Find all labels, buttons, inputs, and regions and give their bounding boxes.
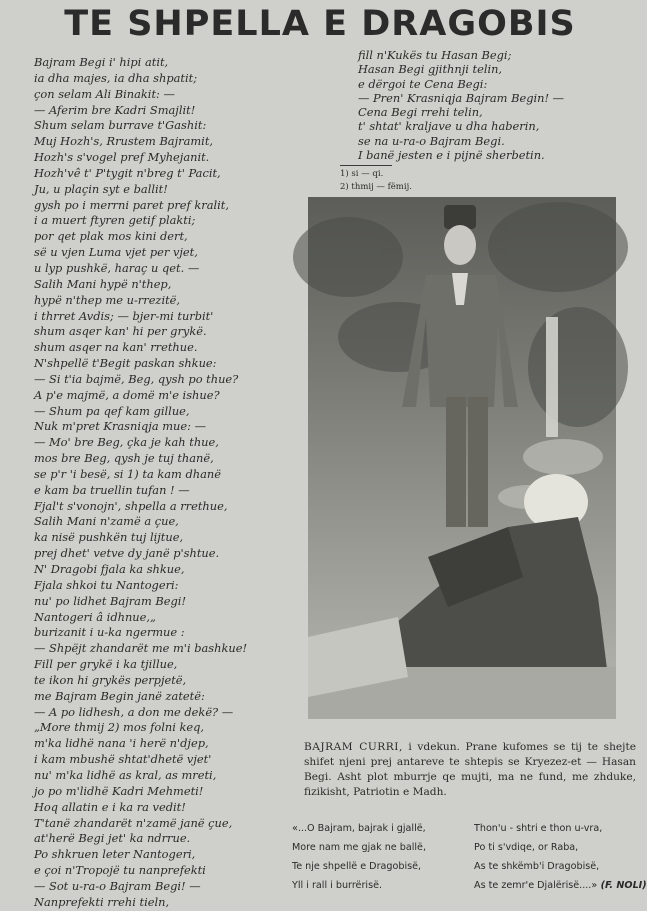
verse-line: m'ka lidhë nana 'i herë n'djep, bbox=[34, 736, 209, 751]
verse-line: gysh po i merrni paret pref kralit, bbox=[34, 197, 229, 212]
verse-line: Salih Mani n'zamë a çue, bbox=[34, 514, 179, 529]
verse-line: ia dha majes, ia dha shpatit; bbox=[34, 70, 198, 85]
verse-line: — Pren' Krasniqja Bajram Begin! — bbox=[358, 90, 565, 105]
verse-line: Po shkruen leter Nantogeri, bbox=[34, 847, 196, 862]
verse-line: Fjal't s'vonojn', shpella a rrethue, bbox=[34, 498, 228, 513]
verse-line: i a muert ftyren getif plakti; bbox=[34, 213, 196, 228]
verse-line: Hoq allatin e i ka ra vedit! bbox=[34, 799, 186, 814]
poem-left-column bbox=[34, 55, 304, 909]
verse-line: I banë jesten e i pijnë sherbetin. bbox=[358, 148, 545, 163]
verse-line: shum asqer kan' hi per grykë. bbox=[34, 324, 207, 339]
poem-line-right: As te zemr'e Djalërisë....» (F. NOLI) bbox=[474, 880, 647, 891]
poem-line-right: Po ti s'vdiqe, or Raba, bbox=[474, 842, 579, 853]
verse-line: i kam mbushë shtat'dhetë vjet' bbox=[34, 752, 212, 767]
verse-line: ka nisë pushkën tuj lijtue, bbox=[34, 530, 184, 545]
poem-author: (F. NOLI) bbox=[597, 880, 647, 891]
verse-line: — Aferim bre Kadri Smajlit! bbox=[34, 102, 196, 117]
verse-line: i thrret Avdis; — bjer-mi turbit' bbox=[34, 308, 214, 323]
verse-line: N'shpellë t'Begit paskan shkue: bbox=[34, 356, 217, 371]
noli-poem bbox=[292, 822, 647, 902]
verse-line: Fjala shkoi tu Nantogeri: bbox=[34, 577, 179, 592]
verse-line: burizanit i u-ka ngermue : bbox=[34, 625, 185, 640]
verse-line: u lyp pushkë, haraç u qet. — bbox=[34, 260, 200, 275]
verse-line: — A po lidhesh, a don me dekë? — bbox=[34, 704, 234, 719]
verse-line: Salih Mani hypë n'thep, bbox=[34, 276, 172, 291]
verse-line: e dërgoi te Cena Begi: bbox=[358, 76, 488, 91]
verse-line: — Si t'ia bajmë, Beg, qysh po thue? bbox=[34, 371, 239, 386]
poem-line-right: As te shkëmb'i Dragobisë, bbox=[474, 861, 600, 872]
verse-line: prej dhet' vetve dy janë p'shtue. bbox=[34, 546, 220, 561]
verse-line: 2) thmij — fëmij. bbox=[340, 182, 412, 192]
verse-line: Fill per grykë i ka tjillue, bbox=[34, 657, 178, 672]
poem-line-left: «...O Bajram, bajrak i gjallë, bbox=[292, 823, 426, 834]
verse-line: Shum selam burrave t'Gashit: bbox=[34, 118, 207, 133]
verse-line: A p'e majmë, a domë m'e ishue? bbox=[34, 387, 220, 402]
verse-line: fill n'Kukës tu Hasan Begi; bbox=[358, 48, 512, 62]
verse-line: — Sot u-ra-o Bajram Begi! — bbox=[34, 878, 201, 893]
photograph bbox=[308, 197, 616, 719]
photo-bajram-curri-and-hasan-begi bbox=[308, 197, 616, 719]
caption-text: i vdekun. Prane kufomes se tij te shejte shifet njeni prej antareve te shtepis se Kryezez-et — Hasan Begi. Asht plot mburrje qe mujti, ma ne fund, me zhduke, fizikisht, Patriotin e Madh. bbox=[304, 741, 636, 798]
verse-line: te ikon hi grykës perpjetë, bbox=[34, 672, 187, 687]
verse-line: N' Dragobi fjala ka shkue, bbox=[34, 562, 185, 576]
verse-line: shum asqer na kan' rrethue. bbox=[34, 340, 198, 355]
verse-line: Muj Hozh's, Rrustem Bajramit, bbox=[34, 134, 214, 149]
poem-line-right: Thon'u - shtri e thon u-vra, bbox=[474, 823, 603, 834]
verse-line: se na u-ra-o Bajram Begi. bbox=[358, 133, 505, 148]
verse-line: Hozh'vê t' P'tygit n'breg t' Pacit, bbox=[34, 165, 221, 180]
verse-line: Bajram Begi i' hipi atit, bbox=[34, 55, 169, 69]
verse-line: nu' m'ka lidhë as kral, as mreti, bbox=[34, 767, 217, 782]
footnotes bbox=[340, 168, 540, 194]
poem-line-left: Yll i rall i burrërisë. bbox=[292, 880, 383, 891]
verse-line: at'herë Begi jet' ka ndrrue. bbox=[34, 831, 191, 846]
verse-line: — Mo' bre Beg, çka je kah thue, bbox=[34, 435, 219, 450]
verse-line: Cena Begi rrehi telin, bbox=[358, 105, 483, 120]
verse-line: „More thmij 2) mos folni keq, bbox=[34, 720, 205, 735]
verse-line: Hozh's s'vogel pref Myhejanit. bbox=[34, 150, 210, 165]
poem-right-column bbox=[358, 48, 628, 162]
verse-line: mos bre Beg, qysh je tuj thanë, bbox=[34, 451, 214, 466]
footnote-divider bbox=[340, 165, 392, 166]
verse-line: jo po m'lidhë Kadri Mehmeti! bbox=[34, 783, 204, 798]
verse-line: — Shpëjt zhandarët me m'i bashkue! bbox=[34, 641, 248, 656]
verse-line: t' shtat' kraljave u dha haberin, bbox=[358, 119, 540, 134]
verse-line: Ju, u plaçin syt e ballit! bbox=[34, 181, 168, 196]
verse-line: Nanprefekti rrehi tieln, bbox=[34, 894, 170, 909]
verse-line: 1) si — qi. bbox=[340, 169, 384, 179]
poem-line-left: More nam me gjak ne ballë, bbox=[292, 842, 427, 853]
photo-caption bbox=[304, 740, 636, 800]
verse-line: e kam ba truellin tufan ! — bbox=[34, 482, 190, 497]
caption-name: BAJRAM CURRI, bbox=[304, 741, 403, 753]
verse-line: T'tanë zhandarët n'zamë janë çue, bbox=[34, 815, 233, 830]
verse-line: Nantogeri â idhnue,„ bbox=[34, 609, 156, 624]
verse-line: çon selam Ali Binakit: — bbox=[34, 86, 175, 101]
page-title: TE SHPELLA E DRAGOBIS bbox=[64, 4, 576, 44]
verse-line: e çoi n'Tropojë tu nanprefekti bbox=[34, 863, 206, 878]
verse-line: Nuk m'pret Krasniqja mue: — bbox=[34, 419, 206, 434]
verse-line: Hasan Begi gjithnji telin, bbox=[358, 62, 503, 77]
verse-line: se p'r 'i besë, si 1) ta kam dhanë bbox=[34, 466, 221, 481]
verse-line: së u vjen Luma vjet per vjet, bbox=[34, 245, 198, 260]
verse-line: — Shum pa qef kam gillue, bbox=[34, 403, 190, 418]
verse-line: por qet plak mos kini dert, bbox=[34, 229, 188, 244]
verse-line: nu' po lidhet Bajram Begi! bbox=[34, 593, 187, 608]
poem-line-left: Te nje shpellë e Dragobisë, bbox=[292, 861, 422, 872]
verse-line: hypë n'thep me u-rrezitë, bbox=[34, 292, 181, 307]
verse-line: me Bajram Begin janë zatetë: bbox=[34, 688, 205, 703]
